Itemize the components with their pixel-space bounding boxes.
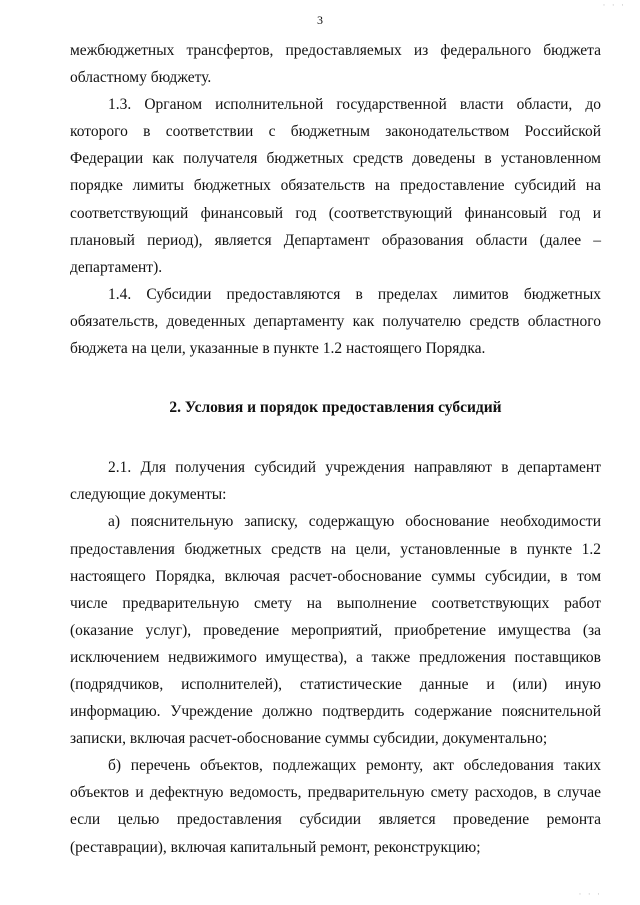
paragraph-item-a: а) пояснительную записку, содержащую обоснование необходимости предоставления бюджетных средств на цели, установленные в пункте 1.2 настоящего Порядка, включая расчет-обоснование суммы субсидии, в том числе предварительную смету на выполнение соответствующих работ (оказание услуг), проведение мероприятий, приобретение имущества (за исключением недвижимого имущества), а также предложения поставщиков (подрядчиков, исполнителей), статистические данные и (или) иную информацию. Учреждение должно подтвердить содержание пояснительной записки, включая расчет-обоснование суммы субсидии, документально; [70, 513, 601, 748]
scan-mark-bottom: · · · [578, 889, 602, 899]
paragraph-1-4: 1.4. Субсидии предоставляются в пределах лимитов бюджетных обязательств, доведенных департаменту как получателю средств областного бюджета на цели, указанные в пункте 1.2 настоящего Порядка. [70, 285, 601, 358]
document-body [70, 37, 601, 861]
paragraph-1-3: 1.3. Органом исполнительной государственной власти области, до которого в соответствии с бюджетным законодательством Российской Федерации как получателя бюджетных средств доведены в установленном порядке лимиты бюджетных обязательств на предоставление субсидий на соответствующий финансовый год (соответствующий финансовый год и плановый период), является Департамент образования области (далее – департамент). [70, 96, 601, 276]
scan-mark: · · · [602, 0, 626, 10]
page-number: 3 [317, 13, 323, 27]
section-heading: 2. Условия и порядок предоставления субсидий [169, 399, 502, 417]
paragraph-item-b: б) перечень объектов, подлежащих ремонту, акт обследования таких объектов и дефектную ведомость, предварительную смету расходов, в случае если целью предоставления субсидии является проведение ремонта (реставрации), включая капитальный ремонт, реконструкцию; [70, 757, 601, 856]
paragraph-continuation: межбюджетных трансфертов, предоставляемых из федерального бюджета областному бюджету. [70, 42, 601, 87]
paragraph-2-1: 2.1. Для получения субсидий учреждения направляют в департамент следующие документы: [70, 459, 601, 504]
